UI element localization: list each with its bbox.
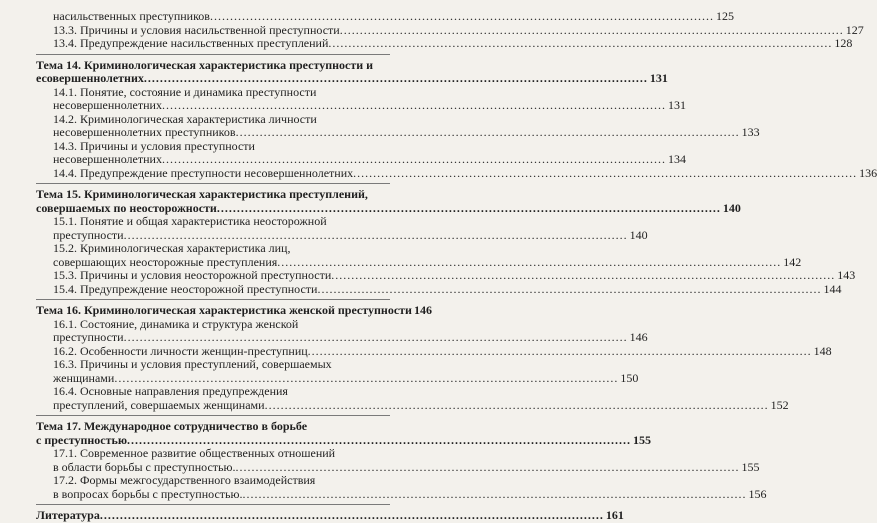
dot-leader (235, 461, 739, 475)
dot-leader (144, 72, 648, 86)
toc-chapter-entry[interactable] (36, 57, 668, 86)
toc-section-entry[interactable] (36, 384, 789, 412)
dot-leader (210, 10, 714, 24)
toc-entry-title-line: преступности (53, 330, 124, 344)
toc-entry-title-line: 14.4. Предупреждение преступности несовершеннолетних (53, 165, 354, 180)
toc-chapter-entry[interactable] (36, 419, 652, 447)
page-number: 140 (722, 200, 741, 215)
toc-chapter-entry[interactable] (36, 508, 624, 523)
toc-entry-title-line: женщинами (53, 370, 115, 385)
toc-entry-title-line: несовершеннолетних (53, 152, 162, 166)
table-of-contents (36, 9, 877, 523)
toc-section-entry[interactable] (36, 214, 648, 242)
toc-entry-title-line: Тема 14. Криминологическая характеристика преступности и (36, 57, 374, 72)
dot-leader (100, 509, 604, 523)
toc-entry-title-line: Тема 17. Международное сотрудничество в борьбе (36, 419, 308, 433)
dot-leader (236, 126, 740, 140)
toc-entry-title-line: 13.4. Предупреждение насильственных преступлений (53, 36, 329, 50)
page-number: 134 (667, 152, 686, 166)
toc-entry-title-line: с преступностью (36, 432, 128, 447)
dot-leader (277, 256, 781, 270)
page-number: 146 (629, 330, 648, 344)
toc-entry-title-line: совершающих неосторожные преступления (53, 254, 278, 269)
dot-leader (317, 283, 821, 297)
toc-chapter-entry[interactable] (36, 303, 432, 318)
dot-leader (242, 488, 746, 502)
toc-section-entry[interactable] (36, 138, 686, 167)
page-number: 150 (620, 370, 639, 385)
dot-leader (340, 24, 844, 38)
toc-entry-title-line: несовершеннолетних (53, 98, 162, 112)
toc-entry-title-line: 15.4. Предупреждение неосторожной преступности (53, 281, 318, 296)
toc-section-entry[interactable] (36, 343, 832, 359)
toc-section-entry[interactable] (36, 268, 856, 283)
dot-leader (217, 202, 721, 216)
page-number: 161 (605, 508, 624, 522)
page-number: 131 (649, 71, 668, 85)
toc-entry-title-line: 15.2. Криминологическая характеристика лиц, (53, 241, 291, 255)
toc-entry-title-line: преступлений, совершаемых женщинами (53, 397, 265, 412)
dot-leader (162, 99, 666, 113)
page-number: 131 (667, 98, 686, 112)
page-number: 152 (770, 397, 789, 412)
dot-leader (114, 372, 618, 386)
page-number: 146 (413, 303, 432, 317)
toc-entry-title-line: 16.2. Особенности личности женщин-преступниц (53, 343, 308, 358)
toc-section-entry[interactable] (36, 9, 734, 24)
page-number: 125 (715, 9, 734, 23)
toc-chapter-entry[interactable] (36, 187, 741, 215)
toc-section-entry[interactable] (36, 473, 767, 501)
toc-section-entry[interactable] (36, 316, 648, 345)
toc-entry-title-line: есовершеннолетних (36, 71, 144, 85)
toc-entry-title-line: 17.2. Формы межгосударственного взаимодействия (53, 473, 316, 487)
page-number: 144 (823, 281, 842, 296)
toc-entry-title-line: 16.3. Причины и условия преступлений, совершаемых (53, 357, 332, 371)
toc-section-entry[interactable] (36, 281, 842, 297)
toc-entry-title-line: 14.1. Понятие, состояние и динамика преступности (53, 84, 317, 99)
dot-leader (127, 434, 631, 448)
toc-entry-title-line: 14.3. Причины и условия преступности (53, 138, 255, 153)
dot-leader (162, 153, 666, 167)
section-divider (36, 415, 390, 416)
toc-section-entry[interactable] (36, 22, 864, 38)
toc-entry-title-line: Тема 15. Криминологическая характеристика преступлений, (36, 187, 368, 201)
page-number: 140 (629, 227, 648, 242)
page-number: 142 (783, 254, 802, 269)
toc-entry-title-line: преступности (53, 227, 124, 242)
dot-leader (308, 345, 812, 359)
toc-entry-title-line: 14.2. Криминологическая характеристика личности (53, 111, 317, 126)
toc-section-entry[interactable] (36, 84, 686, 113)
toc-entry-title-line: 13.3. Причины и условия насильственной преступности (53, 22, 340, 37)
toc-entry-title-line: Литература (36, 508, 100, 522)
toc-entry-title-line: Тема 16. Криминологическая характеристика женской преступности (36, 303, 412, 317)
page-number: 128 (834, 36, 853, 50)
toc-section-entry[interactable] (36, 446, 760, 474)
toc-entry-title-line: 15.3. Причины и условия неосторожной преступности (53, 268, 332, 282)
dot-leader (124, 229, 628, 243)
section-divider (36, 183, 390, 184)
toc-section-entry[interactable] (36, 165, 877, 181)
toc-section-entry[interactable] (36, 357, 639, 385)
page-number: 155 (633, 432, 652, 447)
dot-leader (265, 399, 769, 413)
toc-entry-title-line: совершаемых по неосторожности (36, 200, 217, 215)
toc-entry-title-line: насильственных преступников (53, 9, 210, 23)
page-number: 156 (748, 486, 767, 501)
page-number: 148 (813, 343, 832, 358)
toc-entry-title-line: несовершеннолетних преступников (53, 125, 236, 139)
section-divider (36, 504, 390, 505)
section-divider (36, 299, 390, 300)
toc-entry-title-line: 17.1. Современное развитие общественных отношений (53, 446, 336, 460)
page-number: 143 (837, 268, 856, 282)
dot-leader (328, 37, 832, 51)
page-number: 136 (859, 165, 877, 180)
toc-entry-title-line: в области борьбы с преступностью. (53, 459, 236, 474)
toc-section-entry[interactable] (36, 36, 853, 51)
dot-leader (353, 167, 857, 181)
page-number: 133 (741, 125, 760, 139)
page-number: 127 (845, 22, 864, 37)
toc-entry-title-line: 16.1. Состояние, динамика и структура женской (53, 316, 299, 331)
toc-section-entry[interactable] (36, 241, 802, 269)
toc-entry-title-line: 15.1. Понятие и общая характеристика неосторожной (53, 214, 327, 228)
dot-leader (331, 269, 835, 283)
toc-entry-title-line: в вопросах борьбы с преступностью. (53, 486, 243, 501)
toc-entry-title-line: 16.4. Основные направления предупреждения (53, 384, 288, 398)
section-divider (36, 54, 390, 55)
page-number: 155 (741, 459, 760, 474)
toc-section-entry[interactable] (36, 111, 760, 140)
dot-leader (124, 331, 628, 345)
